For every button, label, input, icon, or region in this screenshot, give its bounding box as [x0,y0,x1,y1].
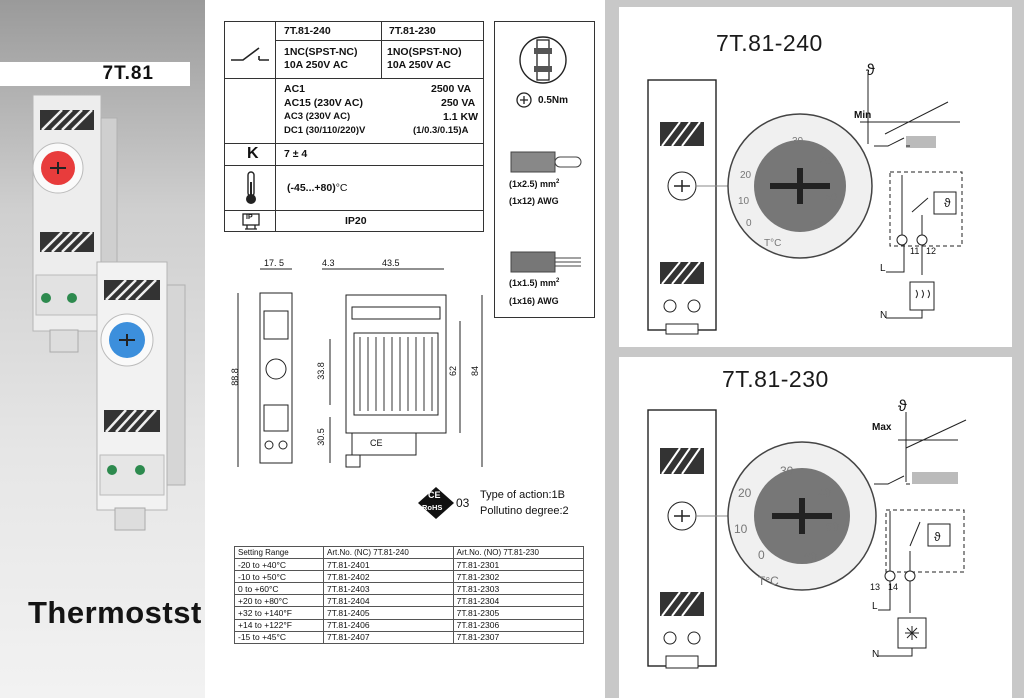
k-value: 7 ± 4 [284,148,308,160]
thermometer-icon [241,170,261,206]
nc-diagram-title: 7T.81-240 [716,30,823,56]
no-contact: 1NO(SPST-NO) [387,46,462,58]
nc-wiring-diagram [630,62,1010,342]
top-border [619,0,1024,7]
table-cell: 7T.81-2401 [324,559,454,571]
dial-number: 0 [746,218,752,229]
min-label: Min [854,110,872,121]
dial-number: 50 [826,192,838,203]
dial-unit: T°C [758,574,779,588]
ce-mark-small: CE [370,438,383,448]
dial-number: 20 [740,170,752,181]
table-cell: -20 to +40°C [235,559,324,571]
dim-width: 17. 5 [264,258,285,268]
dim-offset: 4.3 [322,258,335,268]
dial-number: 10 [738,196,750,207]
theta-symbol: ϑ [934,530,941,544]
product-title: Thermostst [28,595,202,630]
action-type: Type of action:1B [480,489,565,501]
theta-symbol: ϑ [898,398,907,415]
table-header: Art.No. (NC) 7T.81-240 [324,547,454,559]
pin-label: 11 [910,246,920,256]
no-wiring-diagram [630,400,1010,690]
wire1-awg: (1x12) AWG [509,196,559,206]
load-value: 2500 VA [431,83,472,95]
no-rating: 10A 250V AC [387,59,452,71]
contact-switch-icon [225,22,275,78]
neutral-label: N [872,649,880,660]
table-cell: 7T.81-2402 [324,571,454,583]
table-cell: 7T.81-2307 [453,631,583,643]
table-row [235,559,584,571]
table-cell: +32 to +140°F [235,607,324,619]
rohs-text: RoHS [422,503,443,512]
ce-text: CE [428,490,441,500]
table-cell: 7T.81-2406 [324,619,454,631]
product-photo [0,0,205,698]
table-cell: 7T.81-2405 [324,607,454,619]
nc-contact: 1NC(SPST-NC) [284,46,358,58]
table-header: Art.No. (NO) 7T.81-230 [453,547,583,559]
theta-symbol: ϑ [944,196,951,210]
dim-height: 88.8 [229,368,240,386]
dim-low: 30.5 [315,428,326,446]
table-row [235,595,584,607]
table-cell: 7T.81-2407 [324,631,454,643]
table-row [235,619,584,631]
no-diagram-title: 7T.81-230 [722,366,829,392]
installation-box [494,21,595,318]
dial-number: 40 [820,156,832,167]
model-number: 7T.81 [102,63,154,84]
table-cell: 7T.81-2306 [453,619,583,631]
table-row [235,571,584,583]
ip-symbol: IP [246,214,253,221]
section-divider [619,347,1024,357]
table-cell: 7T.81-2403 [324,583,454,595]
table-row [235,631,584,643]
pin-label: 14 [888,582,899,592]
load-value: (1/0.3/0.15)A [413,125,469,136]
max-label: Max [872,422,892,433]
temp-range: (-45...+80)°C [287,182,348,194]
load-value: 250 VA [441,97,476,109]
cert-code: 03 [456,496,470,510]
load-label: AC1 [284,83,306,95]
table-row [235,607,584,619]
right-border [1012,0,1024,698]
dial-number: 60 [804,550,818,564]
nc-rating: 10A 250V AC [284,59,349,71]
dial-number: 20 [738,486,752,500]
dial-number: 40 [818,486,832,500]
pin-label: 12 [926,246,937,256]
no-model: 7T.81-230 [389,25,436,37]
pollution-degree: Pollutino degree:2 [480,505,569,517]
line-label: L [880,263,886,274]
table-header: Setting Range [235,547,324,559]
table-cell: +20 to +80°C [235,595,324,607]
table-cell: 7T.81-2305 [453,607,583,619]
k-symbol: K [247,145,259,162]
ip-value: IP20 [345,215,367,227]
spec-table [224,21,484,232]
table-cell: -10 to +50°C [235,571,324,583]
dim-outer-height: 84 [470,365,481,377]
table-cell: 7T.81-2302 [453,571,583,583]
dim-depth: 43.5 [382,258,400,268]
dial-number: 30 [792,136,804,147]
table-cell: +14 to +122°F [235,619,324,631]
dim-inner-height: 62 [448,365,459,377]
table-cell: 0 to +60°C [235,583,324,595]
load-label: DC1 (30/110/220)V [284,125,366,136]
dial-number: 30 [780,464,794,478]
nc-model: 7T.81-240 [284,25,331,37]
dim-mid: 33.8 [315,362,326,380]
wire2-awg: (1x16) AWG [509,296,559,306]
load-value: 1.1 KW [443,111,479,123]
neutral-label: N [880,310,888,321]
theta-symbol: ϑ [866,62,875,79]
settings-table [234,546,584,644]
table-cell: 7T.81-2304 [453,595,583,607]
pin-label: 13 [870,582,881,592]
installation-icons [495,22,595,318]
dial-number: 10 [734,522,748,536]
dial-number: 50 [826,520,840,534]
model-tag [0,62,190,86]
table-cell: -15 to +45°C [235,631,324,643]
line-label: L [872,601,878,612]
page-divider [605,0,619,698]
dimension-drawing [222,255,502,470]
wire2-mm: (1x1.5) $mm^2$ [509,278,560,288]
table-cell: 7T.81-2404 [324,595,454,607]
load-label: AC3 (230V AC) [284,111,351,122]
dial-number: 0 [758,548,765,562]
product-photo-panel [0,0,205,698]
torque-value: 0.5Nm [538,95,569,106]
dial-unit: T°C [764,238,782,249]
table-cell: 7T.81-2301 [453,559,583,571]
load-label: AC15 (230V AC) [284,97,363,109]
table-cell: 7T.81-2303 [453,583,583,595]
wire1-mm: (1x2.5) $mm^2$ [509,179,560,189]
table-header-row [235,547,584,559]
table-row [235,583,584,595]
dial-number: 60 [810,220,822,231]
